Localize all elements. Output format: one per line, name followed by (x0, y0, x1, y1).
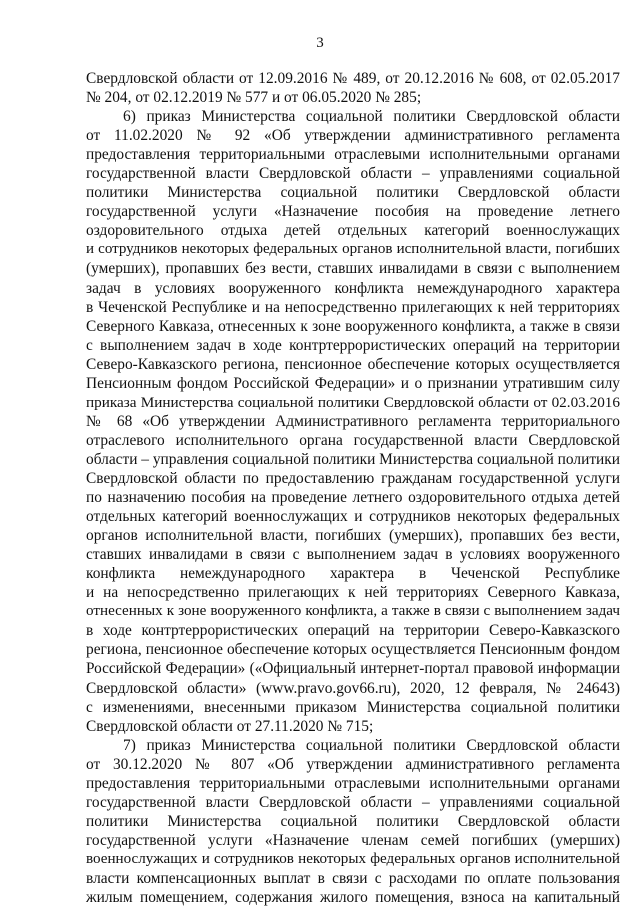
text-line: государственной власти Свердловской области – управлениями социальной (86, 165, 620, 183)
text-line: № 204, от 02.12.2019 № 577 и от 06.05.2020 № 285; (86, 89, 422, 107)
text-line: от 30.12.2020 № 807 «Об утверждении административного регламента (86, 755, 620, 773)
text-line: и сотрудников некоторых федеральных органов исполнительной власти, погибших (86, 241, 620, 258)
text-line: политики Министерства социальной политики Свердловской области (86, 812, 620, 830)
text-line: региона, пенсионное обеспечение которых осуществляется Пенсионным фондом (86, 641, 620, 659)
text-line: Северного Кавказа, отнесенных к зоне вооруженного конфликта, а также в связи (86, 317, 620, 335)
document-body (86, 69, 620, 907)
text-line: с выполнением задач в ходе контртеррористических операций на территории (86, 336, 620, 354)
text-line: предоставления территориальными отраслевыми исполнительными органами (86, 146, 620, 164)
text-line: и на непосредственно прилегающих к ней территориях Северного Кавказа, (86, 584, 620, 602)
text-line: политики Министерства социальной политики Свердловской области (86, 184, 620, 202)
text-line: конфликта немеждународного характера в Чеченской Республике (86, 565, 620, 583)
text-line: Российской Федерации» («Официальный интернет-портал правовой информации (86, 660, 620, 678)
text-line: отнесенных к зоне вооруженного конфликта, а также в связи с выполнением задач (86, 603, 620, 620)
text-line: Свердловской области» (www.pravo.gov66.ru), 2020, 12 февраля, № 24643) (86, 679, 620, 697)
text-line: Свердловской области от 27.11.2020 № 715; (86, 717, 374, 735)
text-line: оздоровительного отдыха детей отдельных категорий военнослужащих (86, 222, 620, 240)
text-line: от 11.02.2020 № 92 «Об утверждении административного регламента (86, 127, 620, 145)
text-line: области – управления социальной политики Министерства социальной политики (86, 450, 620, 468)
text-line: Свердловской области по предоставлению гражданам государственной услуги (86, 469, 620, 487)
text-line: предоставления территориальными отраслевыми исполнительными органами (86, 774, 620, 792)
text-line: по назначению пособия на проведение летнего оздоровительного отдыха детей (86, 489, 620, 507)
text-line: отраслевого исполнительного органа государственной власти Свердловской (86, 431, 620, 449)
text-line: 7) приказ Министерства социальной политики Свердловской области (123, 736, 620, 754)
text-line: с изменениями, внесенными приказом Министерства социальной политики (86, 698, 620, 716)
text-line: государственной услуги «Назначение членам семей погибших (умерших) (86, 831, 620, 849)
text-line: в ходе контртеррористических операций на территории Северо-Кавказского (86, 622, 620, 640)
text-line: органов исполнительной власти, погибших (умерших), пропавших без вести, (86, 527, 620, 545)
text-line: государственной власти Свердловской области – управлениями социальной (86, 793, 620, 811)
text-line: приказа Министерства социальной политики Свердловской области от 02.03.2016 (86, 393, 620, 411)
text-line: № 68 «Об утверждении Административного регламента территориального (86, 412, 620, 430)
text-line: власти компенсационных выплат в связи с расходами по оплате пользования (86, 869, 620, 887)
text-line: военнослужащих и сотрудников некоторых федеральных органов исполнительной (86, 850, 620, 867)
text-line: ставших инвалидами в связи с выполнением задач в условиях вооруженного (86, 546, 620, 564)
text-line: 6) приказ Министерства социальной политики Свердловской области (123, 108, 620, 126)
text-line: задач в условиях вооруженного конфликта немеждународного характера (86, 279, 620, 297)
text-line: государственной услуги «Назначение пособия на проведение летнего (86, 203, 620, 221)
text-line: жилым помещением, содержания жилого помещения, взноса на капитальный (86, 889, 620, 907)
text-line: (умерших), пропавших без вести, ставших инвалидами в связи с выполнением (86, 260, 620, 278)
text-line: Северо-Кавказского региона, пенсионное обеспечение которых осуществляется (86, 355, 620, 373)
text-line: в Чеченской Республике и на непосредственно прилегающих к ней территориях (86, 298, 620, 316)
text-line: Пенсионным фондом Российской Федерации» и о признании утратившим силу (86, 374, 620, 392)
text-line: Свердловской области от 12.09.2016 № 489, от 20.12.2016 № 608, от 02.05.2017 (86, 70, 620, 87)
page-number: 3 (316, 35, 324, 51)
text-line: отдельных категорий военнослужащих и сотрудников некоторых федеральных (86, 508, 620, 526)
